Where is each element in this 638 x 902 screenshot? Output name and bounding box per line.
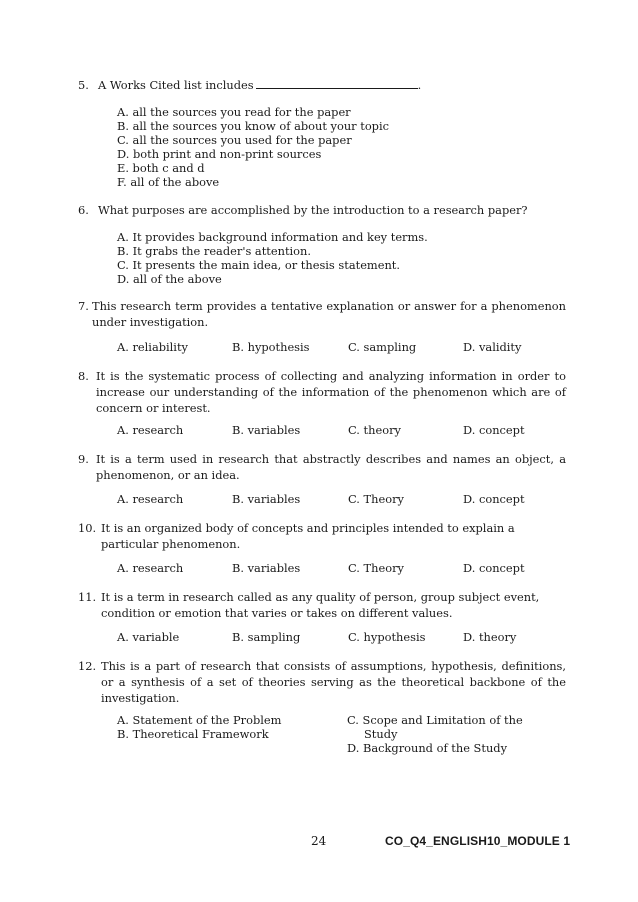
option-c: C. Theory [348, 492, 404, 506]
question-number: 12. [78, 659, 97, 673]
option-a: A. research [117, 492, 184, 506]
question-7 [78, 298, 566, 330]
question-9 [78, 451, 566, 483]
options-row-10 [117, 561, 577, 577]
option-b: B. variables [232, 492, 301, 506]
option-a: A. variable [117, 630, 180, 644]
options-col-right-12 [347, 713, 523, 755]
options-col-left-12 [117, 713, 281, 741]
question-number: 8. [78, 369, 89, 383]
question-number: 9. [78, 452, 89, 466]
options-row-11 [117, 630, 577, 646]
question-stem: This research term provides a tentative explanation or answer for a phenomenon under investigation. [92, 299, 566, 329]
answer-blank [256, 77, 418, 89]
question-stem: What purposes are accomplished by the introduction to a research paper? [98, 203, 528, 217]
option-f: F. all of the above [117, 175, 220, 189]
question-6 [78, 202, 566, 218]
question-number: 7. [78, 299, 89, 313]
option-d: D. validity [463, 340, 522, 354]
options-list-5 [117, 105, 389, 189]
option-c-continued: Study [364, 727, 398, 741]
question-stem: It is a term used in research that abstractly describes and names an object, a phenomenon, or an idea. [96, 452, 566, 482]
question-number: 6. [78, 203, 89, 217]
options-row-9 [117, 492, 577, 508]
option-b: B. all the sources you know of about your topic [117, 119, 389, 133]
option-a: A. research [117, 423, 184, 437]
option-b: B. It grabs the reader's attention. [117, 244, 311, 258]
question-8 [78, 368, 566, 416]
question-number: 5. [78, 78, 89, 92]
option-c: C. theory [348, 423, 401, 437]
option-c: C. hypothesis [348, 630, 426, 644]
question-stem: This is a part of research that consists of assumptions, hypothesis, definitions, or a synthesis of a set of theories serving as the theoretical backbone of the investigation. [101, 659, 566, 705]
question-number: 11. [78, 590, 97, 604]
option-a: A. all the sources you read for the paper [117, 105, 351, 119]
option-d: D. Background of the Study [347, 741, 508, 755]
question-stem: It is an organized body of concepts and principles intended to explain a particular phenomenon. [101, 521, 515, 551]
option-d: D. theory [463, 630, 517, 644]
option-d: D. concept [463, 423, 525, 437]
question-5 [78, 77, 566, 93]
option-e: E. both c and d [117, 161, 205, 175]
option-a: A. It provides background information and key terms. [117, 230, 428, 244]
question-12 [78, 658, 566, 706]
option-b: B. Theoretical Framework [117, 727, 269, 741]
option-a: A. research [117, 561, 184, 575]
option-c: C. It presents the main idea, or thesis statement. [117, 258, 401, 272]
options-list-6 [117, 230, 428, 286]
question-11 [78, 589, 566, 621]
option-d: D. both print and non-print sources [117, 147, 322, 161]
question-stem: A Works Cited list includes [98, 78, 254, 92]
option-c: C. Scope and Limitation of the [347, 713, 523, 727]
question-stem: It is the systematic process of collecting and analyzing information in order to increase our understanding of the information of the phenomenon which are of concern or interest. [96, 369, 566, 415]
option-b: B. variables [232, 561, 301, 575]
question-stem-end: . [417, 78, 422, 92]
question-number: 10. [78, 521, 97, 535]
option-c: C. Theory [348, 561, 404, 575]
module-code: CO_Q4_ENGLISH10_MODULE 1 [385, 834, 571, 848]
page-number: 24 [311, 834, 327, 848]
question-10 [78, 520, 566, 552]
option-b: B. variables [232, 423, 301, 437]
option-b: B. hypothesis [232, 340, 310, 354]
options-row-7 [117, 340, 577, 356]
options-row-8 [117, 423, 577, 439]
option-a: A. Statement of the Problem [117, 713, 282, 727]
question-stem: It is a term in research called as any quality of person, group subject event, condition or emotion that varies or takes on different values. [101, 590, 540, 620]
option-c: C. all the sources you used for the paper [117, 133, 352, 147]
option-d: D. all of the above [117, 272, 222, 286]
option-d: D. concept [463, 561, 525, 575]
option-c: C. sampling [348, 340, 417, 354]
option-a: A. reliability [117, 340, 188, 354]
option-b: B. sampling [232, 630, 301, 644]
option-d: D. concept [463, 492, 525, 506]
